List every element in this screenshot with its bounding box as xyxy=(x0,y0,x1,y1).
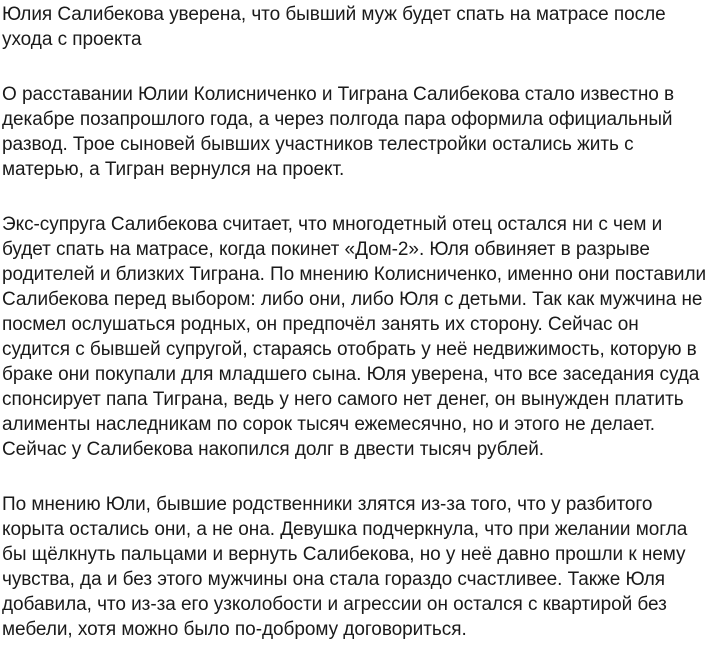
article-paragraph-1: О расставании Юлии Колисниченко и Тиграна Салибекова стало известно в декабре позапрошлого года, а через полгода пара оформила официальный развод. Трое сыновей бывших участников телестройки остались жить с матерью, а Тигран вернулся на проект. xyxy=(2,84,675,180)
article-paragraph-3: По мнению Юли, бывшие родственники злятся из-за того, что у разбитого корыта остались они, а не она. Девушка подчеркнула, что при желании могла бы щёлкнуть пальцами и вернуть Салибекова, но у неё давно прошли к нему чувства, да и без этого мужчины она стала гораздо счастливее. Также Юля добавила, что из-за его узколобости и агрессии он остался с квартирой без мебели, хотя можно было по-доброму договориться. xyxy=(2,494,688,640)
article-title: Юлия Салибекова уверена, что бывший муж будет спать на матрасе после ухода с проекта xyxy=(2,4,666,50)
article-paragraph-2: Экс-супруга Салибекова считает, что многодетный отец остался ни с чем и будет спать на матрасе, когда покинет «Дом-2». Юля обвиняет в разрыве родителей и близких Тиграна. По мнению Колисниченко, именно они поставили Салибекова перед выбором: либо они, либо Юля с детьми. Так как мужчина не посмел ослушаться родных, он предпочёл занять их сторону. Сейчас он судится с бывшей супругой, стараясь отобрать у неё недвижимость, которую в браке они покупали для младшего сына. Юля уверена, что все заседания суда спонсирует папа Тиграна, ведь у него самого нет денег, он вынужден платить алименты наследникам по сорок тысяч ежемесячно, но и этого не делает. Сейчас у Салибекова накопился долг в двести тысяч рублей. xyxy=(2,214,707,460)
